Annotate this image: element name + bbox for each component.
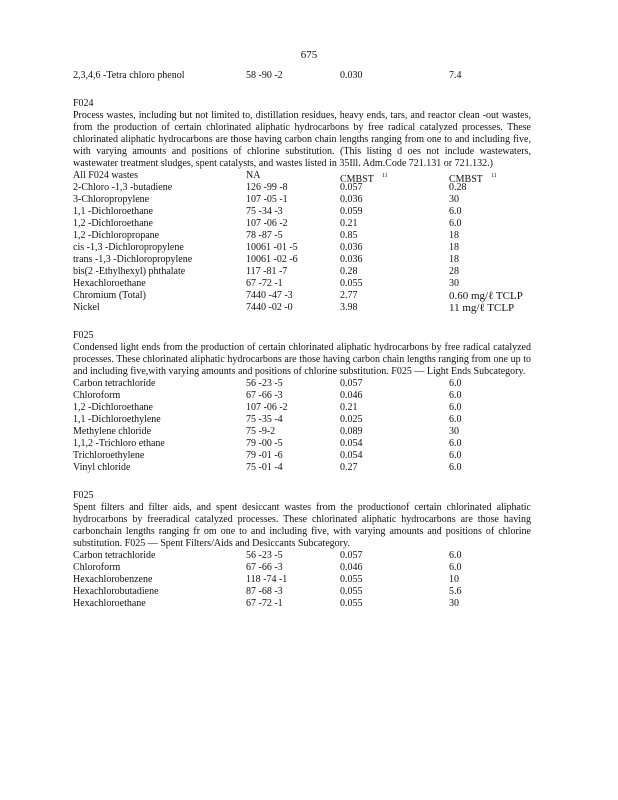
cas-number: 107 -06 -2 (246, 402, 288, 413)
table-row (73, 218, 531, 230)
table-row (73, 242, 531, 254)
nonwastewater-standard: 6.0 (449, 562, 462, 573)
wastewater-standard: 0.054 (340, 450, 363, 461)
wastewater-standard: 0.28 (340, 266, 358, 277)
nonwastewater-standard: 10 (449, 574, 459, 585)
wastewater-standard: 0.055 (340, 574, 363, 585)
table-row (73, 562, 531, 574)
constituent-name: 1,2 -Dichloropropane (73, 230, 160, 241)
table-row (73, 586, 531, 598)
cas-number: 75 -9-2 (246, 426, 276, 437)
nonwastewater-standard: 6.0 (449, 402, 462, 413)
table-row (73, 598, 531, 610)
page-number: 675 (300, 49, 318, 61)
wastewater-standard: 0.057 (340, 550, 363, 561)
wastewater-standard: 0.055 (340, 278, 363, 289)
constituent-name: bis(2 -Ethylhexyl) phthalate (73, 266, 186, 277)
cas-number: 67 -66 -3 (246, 562, 283, 573)
table-row (73, 278, 531, 290)
nonwastewater-standard: 6.0 (449, 462, 462, 473)
constituent-name: Methylene chloride (73, 426, 152, 437)
cas-number: 75 -01 -4 (246, 462, 283, 473)
constituent-name: 1,1 -Dichloroethylene (73, 414, 161, 425)
footnote-marker: 11 (381, 173, 388, 179)
cas-number: 107 -06 -2 (246, 218, 288, 229)
constituent-name: 3-Chloropropylene (73, 194, 150, 205)
table-row (73, 290, 531, 302)
wastewater-standard: 0.025 (340, 414, 363, 425)
table-row (73, 550, 531, 562)
constituent-name: 2-Chloro -1,3 -butadiene (73, 182, 173, 193)
wastewater-standard: 0.057 (340, 182, 363, 193)
section-description-f025-spent-filters: Spent filters and filter aids, and spent desiccant wastes from the productionof certain chlorinated aliphatic hydrocarbons by freeradical catalyzed processes. These chlorinated aliphatic hydrocarbons are those having carbonchain lengths ranging fr om one to and including five, with varying amounts and positions of chlorine substitution. F025 — Spent Filters/Aids and Desiccants Subcategory. (73, 502, 531, 549)
nonwastewater-standard: 6.0 (449, 550, 462, 561)
cas-number: 7440 -02 -0 (246, 302, 293, 313)
cas-number: 126 -99 -8 (246, 182, 288, 193)
wastewater-standard: 0.055 (340, 586, 363, 597)
cas-number: 79 -01 -6 (246, 450, 283, 461)
table-row (73, 70, 531, 82)
nonwastewater-standard: 6.0 (449, 414, 462, 425)
table-row (73, 450, 531, 462)
wastewater-standard: 3.98 (340, 302, 358, 313)
cas-number: 78 -87 -5 (246, 230, 283, 241)
constituent-name: cis -1,3 -Dichloropropylene (73, 242, 184, 253)
constituent-name: 1,2 -Dichloroethane (73, 218, 153, 229)
table-row (73, 254, 531, 266)
cas-number: 75 -34 -3 (246, 206, 283, 217)
wastewater-standard: 0.036 (340, 254, 363, 265)
wastewater-standard: 0.21 (340, 218, 358, 229)
table-row (73, 302, 531, 314)
constituent-name: Chloroform (73, 390, 121, 401)
table-row (73, 438, 531, 450)
constituent-name: Vinyl chloride (73, 462, 131, 473)
nonwastewater-standard: 6.0 (449, 390, 462, 401)
table-row (73, 390, 531, 402)
section-heading-f025-spent-filters: F025 (73, 490, 94, 501)
column-header-wastewater: CMBST $^{11}$ (340, 173, 388, 185)
constituent-name: Trichloroethylene (73, 450, 145, 461)
table-row (73, 266, 531, 278)
f025-light-ends-table (73, 378, 531, 474)
constituent-name: Carbon tetrachloride (73, 550, 156, 561)
cas-number: 87 -68 -3 (246, 586, 283, 597)
wastewater-standard: 0.046 (340, 390, 363, 401)
f025-spent-filters-table (73, 550, 531, 610)
cas-number: 10061 -02 -6 (246, 254, 298, 265)
constituent-name: trans -1,3 -Dichloropropylene (73, 254, 193, 265)
nonwastewater-standard: 30 (449, 278, 459, 289)
table-row (73, 574, 531, 586)
nonwastewater-standard: 28 (449, 266, 459, 277)
constituent-name: 1,2 -Dichloroethane (73, 402, 153, 413)
section-description-f024: Process wastes, including but not limited to, distillation residues, heavy ends, tars, and reactor clean -out wastes, from the production of certain chlorinated aliphatic hydrocarbons by free radical catalyzed processes. These chlorinated aliphatic hydrocarbons are those having carbon chain lengths ranging from one to and including five, with varying amounts and positions of chlorine substitution. (This listing d oes not include wastewaters, wastewater treatment sludges, spent catalysts, and wastes listed in 35Ill. Adm.Code 721.131 or 721.132.) (73, 110, 531, 169)
constituent-name: Hexachlorobenzene (73, 574, 153, 585)
constituent-name: Carbon tetrachloride (73, 378, 156, 389)
cas-number: 118 -74 -1 (246, 574, 288, 585)
wastewater-standard: 0.089 (340, 426, 363, 437)
table-row (73, 402, 531, 414)
table-header-row (73, 170, 531, 185)
wastewater-standard: 0.21 (340, 402, 358, 413)
cas-number: 117 -81 -7 (246, 266, 288, 277)
cas-number: 107 -05 -1 (246, 194, 288, 205)
nonwastewater-standard: 30 (449, 426, 459, 437)
wastewater-standard: 0.054 (340, 438, 363, 449)
nonwastewater-standard: 18 (449, 230, 459, 241)
section-description-f025-light-ends: Condensed light ends from the production of certain chlorinated aliphatic hydrocarbons by free radical catalyzed processes. These chlorinated aliphatic hydrocarbons are those having carbon chain lengths ranging from one up to and including five,with varying amounts and positions of chlorine substitution. F025 — Light Ends Subcategory. (73, 342, 531, 377)
section-heading-f025-light-ends: F025 (73, 330, 94, 341)
footnote-marker: 11 (490, 173, 497, 179)
nonwastewater-standard: 0.60 mg/ℓ TCLP (449, 290, 523, 302)
nonwastewater-standard: 7.4 (449, 70, 462, 81)
cas-number: 75 -35 -4 (246, 414, 283, 425)
nonwastewater-standard: 6.0 (449, 438, 462, 449)
wastewater-standard: 0.036 (340, 242, 363, 253)
constituent-name: Nickel (73, 302, 100, 313)
cas-number: 67 -72 -1 (246, 278, 283, 289)
wastewater-standard: 0.036 (340, 194, 363, 205)
regulation-content (73, 70, 531, 610)
constituent-name: 2,3,4,6 -Tetra chloro phenol (73, 70, 185, 81)
wastewater-standard: 0.046 (340, 562, 363, 573)
table-row (73, 230, 531, 242)
cas-number: 67 -72 -1 (246, 598, 283, 609)
wastewater-standard: 0.030 (340, 70, 363, 81)
constituent-name: Hexachloroethane (73, 598, 146, 609)
table-row (73, 378, 531, 390)
cas-number: 79 -00 -5 (246, 438, 283, 449)
nonwastewater-standard: 30 (449, 194, 459, 205)
nonwastewater-standard: 5.6 (449, 586, 462, 597)
nonwastewater-standard: 0.28 (449, 182, 467, 193)
constituent-name: Hexachloroethane (73, 278, 146, 289)
table-row (73, 194, 531, 206)
nonwastewater-standard: 18 (449, 242, 459, 253)
constituent-name: Hexachlorobutadiene (73, 586, 159, 597)
wastewater-standard: 0.27 (340, 462, 358, 473)
nonwastewater-standard: 6.0 (449, 450, 462, 461)
nonwastewater-standard: 6.0 (449, 378, 462, 389)
table-row (73, 462, 531, 474)
table-row (73, 182, 531, 194)
table-row (73, 414, 531, 426)
constituent-name: Chloroform (73, 562, 121, 573)
cas-number: 58 -90 -2 (246, 70, 283, 81)
section-heading-f024: F024 (73, 98, 94, 109)
wastewater-standard: 2.77 (340, 290, 358, 301)
nonwastewater-standard: 18 (449, 254, 459, 265)
table-row (73, 426, 531, 438)
wastewater-standard: 0.055 (340, 598, 363, 609)
table-row (73, 206, 531, 218)
wastewater-standard: 0.059 (340, 206, 363, 217)
cas-number: 7440 -47 -3 (246, 290, 293, 301)
nonwastewater-standard: 30 (449, 598, 459, 609)
column-header-nonwastewater: CMBST $^{11}$ (449, 173, 497, 185)
column-header-cas: NA (246, 170, 261, 181)
cas-number: 67 -66 -3 (246, 390, 283, 401)
constituent-name: 1,1,2 -Trichloro ethane (73, 438, 165, 449)
cas-number: 56 -23 -5 (246, 378, 283, 389)
constituent-name: Chromium (Total) (73, 290, 146, 301)
constituent-name: 1,1 -Dichloroethane (73, 206, 153, 217)
f024-table (73, 182, 531, 314)
cas-number: 10061 -01 -5 (246, 242, 298, 253)
column-header-name: All F024 wastes (73, 170, 138, 181)
nonwastewater-standard: 6.0 (449, 218, 462, 229)
nonwastewater-standard: 11 mg/ℓ TCLP (449, 302, 515, 314)
cas-number: 56 -23 -5 (246, 550, 283, 561)
wastewater-standard: 0.85 (340, 230, 358, 241)
wastewater-standard: 0.057 (340, 378, 363, 389)
nonwastewater-standard: 6.0 (449, 206, 462, 217)
